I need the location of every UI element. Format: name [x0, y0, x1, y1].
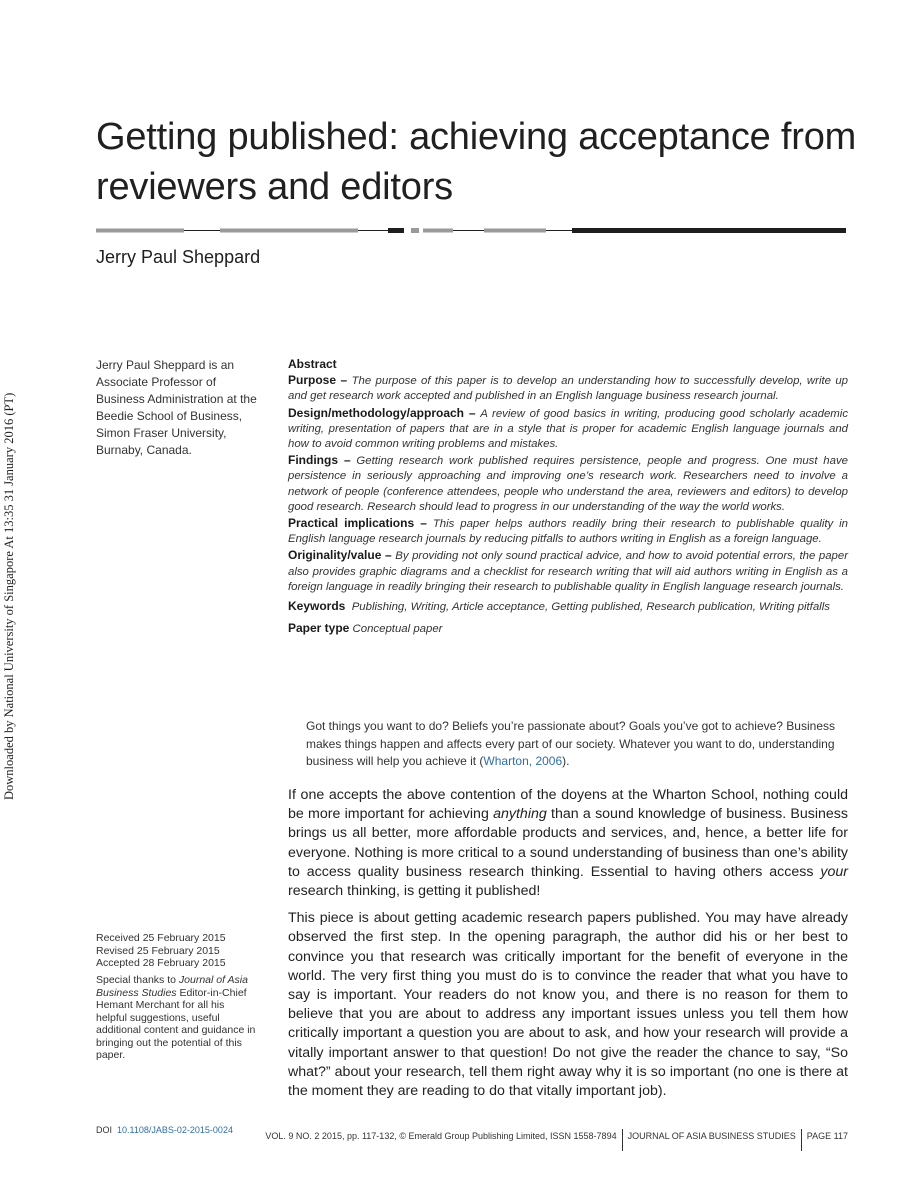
thanks-suffix: Editor-in-Chief Hemant Merchant for all his helpful suggestions, useful additional content and guidance in bringing out the potential of this paper. — [96, 986, 256, 1061]
quote-citation-link[interactable]: Wharton, 2006 — [483, 754, 563, 768]
paper-type-text: Conceptual paper — [352, 623, 443, 636]
p1-emphasis-your: your — [820, 863, 848, 880]
footer-volume: VOL. 9 NO. 2 2015, pp. 117-132, © Emerald Group Publishing Limited, ISSN 1558-7894 — [265, 1131, 617, 1141]
author-name: Jerry Paul Sheppard — [96, 247, 261, 267]
acknowledgement — [96, 974, 256, 1062]
abstract-keywords — [288, 599, 848, 615]
date-received: Received 25 February 2015 — [96, 932, 226, 944]
body-paragraph-1 — [288, 786, 848, 901]
keywords-text: Publishing, Writing, Article acceptance, Getting published, Research publication, Writing pitfalls — [351, 601, 830, 614]
abstract-practical — [288, 516, 848, 547]
abstract — [288, 357, 848, 638]
paper-type-label: Paper type — [288, 621, 350, 636]
doi — [96, 1125, 233, 1135]
body-paragraph-2: This piece is about getting academic research papers published. You may have already observed the first step. In the opening paragraph, the author did his or her best to convince you that research was critically important for the benefit of everyone in the world. The very first thing you must do is to convince the reader that what you have to say is important. Your readers do not know you, and there is no reason for them to believe that you are about to address any important issues unless you tell them how critically important a question you are about to ask, and how your research will provide a vitally important answer to that question! Do not give the reader the chance to say, “So what?” about your research, tell them right away why it is so important (no one is there at the moment they are reading to do that vitally important job). — [288, 910, 848, 1100]
thanks-prefix: Special thanks to — [96, 974, 179, 986]
design-label: Design/methodology/approach – — [288, 405, 476, 420]
abstract-purpose — [288, 373, 848, 404]
abstract-paper-type — [288, 621, 848, 637]
date-accepted: Accepted 28 February 2015 — [96, 957, 226, 969]
purpose-label: Purpose – — [288, 373, 348, 388]
doi-label: DOI — [96, 1125, 113, 1135]
abstract-heading: Abstract — [288, 357, 337, 371]
keywords-label: Keywords — [288, 599, 346, 614]
findings-text: Getting research work published requires persistence, people and progress. One must have persistence in seriously approaching and improving one’s research work. Researchers need to involve a network of people (conference attendees, people who understand the area, reviewers and editors) to develop good research. Research should lead to progress in our understanding of the way the world works. — [288, 455, 849, 513]
abstract-design — [288, 406, 848, 453]
date-revised: Revised 25 February 2015 — [96, 944, 220, 957]
p1-text-a: If one accepts the above contention of the doyens at the Wharton School, nothing could be more important for achieving — [288, 787, 848, 823]
footer-separator — [622, 1129, 623, 1151]
footer-journal: JOURNAL OF ASIA BUSINESS STUDIES — [627, 1131, 796, 1141]
purpose-text: The purpose of this paper is to develop an understanding how to successfully develop, write up and get research work accepted and published in an English language business research journal. — [288, 375, 848, 403]
footer-separator — [801, 1129, 802, 1151]
originality-text: By providing not only sound practical advice, and how to avoid potential errors, the paper also provides graphic diagrams and a checklist for research writing that will aid authors writing in English as a foreign language in readily bringing their research to publishable quality in English language research journals. — [288, 550, 848, 593]
thanks-journal: Journal of Asia Business Studies — [96, 974, 248, 999]
page-footer — [96, 1123, 848, 1139]
p1-emphasis-anything: anything — [493, 806, 547, 823]
practical-text: This paper helps authors readily bring their research to publishable quality in English language research journals by reducing pitfalls to authors writing in English as a foreign language. — [288, 518, 849, 546]
findings-label: Findings – — [288, 453, 351, 468]
p1-text-c: research thinking, is getting it published! — [288, 883, 541, 900]
author-bio: Jerry Paul Sheppard is an Associate Professor of Business Administration at the Beedie School of Business, Simon Fraser University, Burnaby, Canada. — [96, 358, 257, 457]
abstract-findings — [288, 453, 848, 515]
download-note: Downloaded by National University of Singapore At 13:35 31 January 2016 (PT) — [2, 392, 16, 800]
design-text: A review of good basics in writing, producing good scholarly academic writing, presentation of papers that are in a style that is proper for academic English language journals and how to avoid common writing problems and mistakes. — [288, 407, 849, 451]
quote-end: ). — [562, 754, 570, 768]
footer-page: PAGE 117 — [806, 1131, 848, 1141]
footer-right — [265, 1125, 848, 1147]
doi-link[interactable]: 10.1108/JABS-02-2015-0024 — [117, 1125, 233, 1135]
p1-text-b: than a sound knowledge of business. Business brings us all better, more affordable products and services, and, hence, a better life for everyone. Nothing is more critical to a sound understanding of business than one’s ability to access quality business research thinking. Essential to having others access — [288, 806, 848, 880]
practical-label: Practical implications – — [288, 516, 427, 531]
abstract-originality — [288, 548, 848, 595]
quote-text: Got things you want to do? Beliefs you’re passionate about? Goals you’ve got to achieve? Business makes things happen and affects every part of our society. Whatever you want to do, understanding business will help you achieve it ( — [306, 719, 835, 768]
paper-title: Getting published: achieving acceptance from reviewers and editors — [96, 116, 857, 208]
body-text — [288, 786, 848, 1109]
epigraph-quote — [306, 718, 836, 771]
article-dates — [96, 932, 261, 970]
title-rule — [96, 226, 846, 234]
originality-label: Originality/value – — [288, 548, 392, 563]
